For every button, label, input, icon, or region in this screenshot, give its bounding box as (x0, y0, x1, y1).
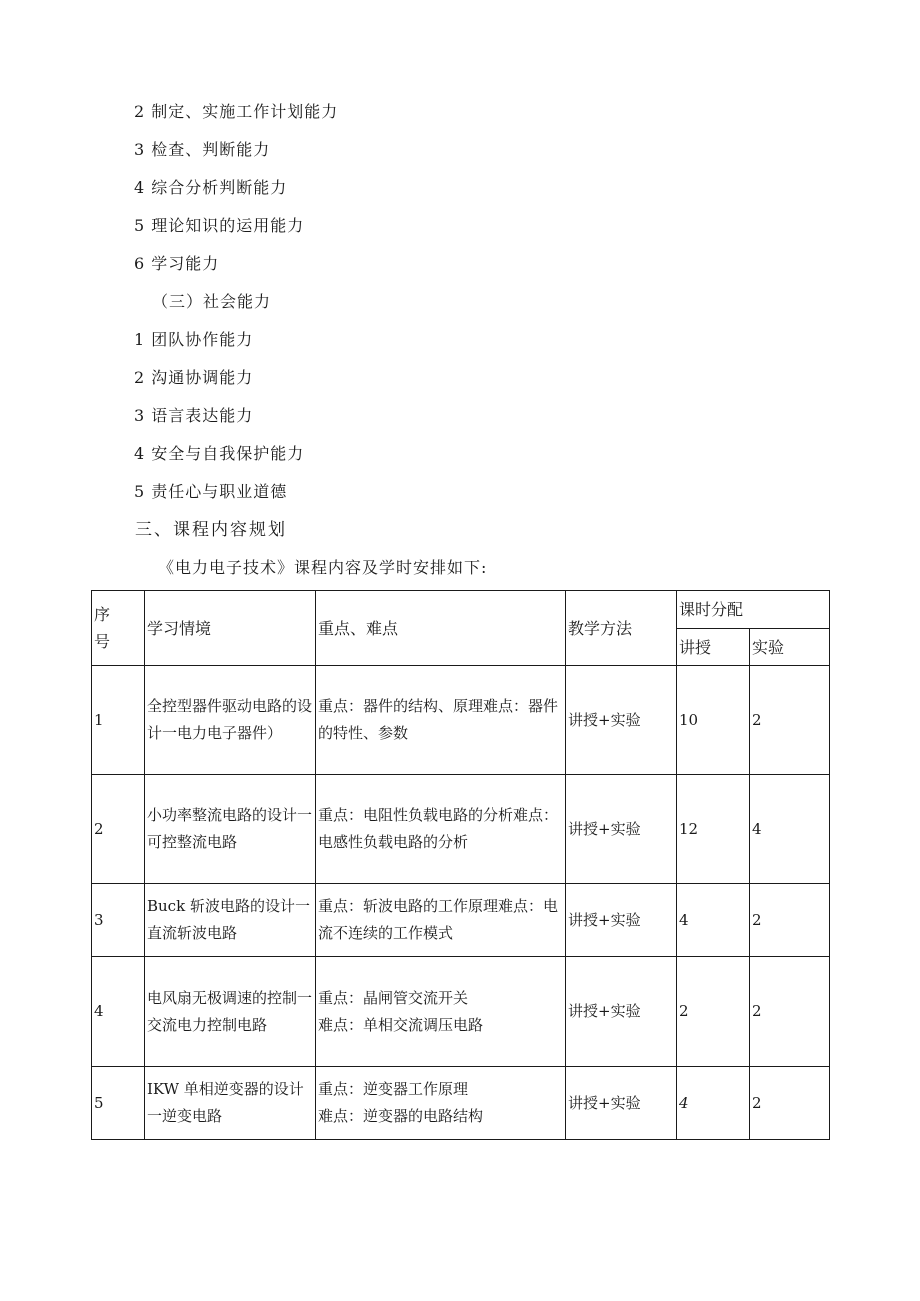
cell-lab: 2 (750, 1067, 830, 1140)
cell-lecture: 4 (677, 884, 750, 957)
cell-key-points (316, 1067, 566, 1140)
header-lecture: 讲授 (677, 629, 750, 666)
table-row (92, 884, 830, 957)
cell-scenario: 全控型器件驱动电路的设计一电力电子器件） (145, 666, 316, 775)
key-point-line: 重点：逆变器工作原理 (318, 1080, 469, 1098)
cell-lab: 2 (750, 957, 830, 1067)
cell-scenario: 电风扇无极调速的控制一交流电力控制电路 (145, 957, 316, 1067)
method-ability-item: 3 检查、判断能力 (134, 140, 271, 159)
cell-scenario: Buck 斩波电路的设计一直流斩波电路 (145, 884, 316, 957)
social-ability-heading: （三）社会能力 (152, 292, 272, 311)
method-ability-item: 4 综合分析判断能力 (134, 178, 288, 197)
social-ability-item: 3 语言表达能力 (134, 406, 254, 425)
cell-scenario: 小功率整流电路的设计一可控整流电路 (145, 775, 316, 884)
header-key-points: 重点、难点 (316, 591, 566, 666)
table-header-row (92, 591, 830, 629)
method-ability-item: 2 制定、实施工作计划能力 (134, 102, 339, 121)
header-no: 序 号 (92, 591, 145, 666)
table-intro: 《电力电子技术》课程内容及学时安排如下: (158, 558, 488, 577)
cell-method: 讲授+实验 (566, 1067, 677, 1140)
cell-lecture: 2 (677, 957, 750, 1067)
table-row (92, 1067, 830, 1140)
cell-method: 讲授+实验 (566, 957, 677, 1067)
cell-no: 3 (92, 884, 145, 957)
difficulty-line: 难点：单相交流调压电路 (318, 1015, 484, 1034)
header-scenario: 学习情境 (145, 591, 316, 666)
table-row (92, 666, 830, 775)
cell-method: 讲授+实验 (566, 884, 677, 957)
header-method: 教学方法 (566, 591, 677, 666)
cell-lab: 2 (750, 666, 830, 775)
social-ability-item: 2 沟通协调能力 (134, 368, 254, 387)
cell-lecture: 4 (677, 1067, 750, 1140)
key-point-line: 重点：晶闸管交流开关 (318, 988, 469, 1007)
cell-key-points: 重点：器件的结构、原理难点：器件的特性、参数 (316, 666, 566, 775)
cell-no: 5 (92, 1067, 145, 1140)
social-ability-item: 1 团队协作能力 (134, 330, 254, 349)
cell-method: 讲授+实验 (566, 666, 677, 775)
cell-scenario: IKW 单相逆变器的设计一逆变电路 (145, 1067, 316, 1140)
section-heading: 三、课程内容规划 (135, 520, 287, 540)
table-row (92, 957, 830, 1067)
method-ability-item: 6 学习能力 (134, 254, 220, 273)
cell-lecture: 12 (677, 775, 750, 884)
table-row (92, 775, 830, 884)
difficulty-line: 难点：逆变器的电路结构 (318, 1107, 484, 1125)
cell-no: 1 (92, 666, 145, 775)
social-ability-item: 5 责任心与职业道德 (134, 482, 288, 501)
cell-no: 2 (92, 775, 145, 884)
cell-no: 4 (92, 957, 145, 1067)
course-content-table (91, 590, 830, 1140)
cell-key-points: 重点：斩波电路的工作原理难点：电流不连续的工作模式 (316, 884, 566, 957)
cell-method: 讲授+实验 (566, 775, 677, 884)
cell-lab: 2 (750, 884, 830, 957)
cell-key-points (316, 957, 566, 1067)
method-ability-item: 5 理论知识的运用能力 (134, 216, 305, 235)
header-hours: 课时分配 (677, 591, 830, 629)
social-ability-item: 4 安全与自我保护能力 (134, 444, 305, 463)
cell-lecture: 10 (677, 666, 750, 775)
cell-lab: 4 (750, 775, 830, 884)
header-lab: 实验 (750, 629, 830, 666)
cell-key-points: 重点：电阻性负载电路的分析难点：电感性负载电路的分析 (316, 775, 566, 884)
